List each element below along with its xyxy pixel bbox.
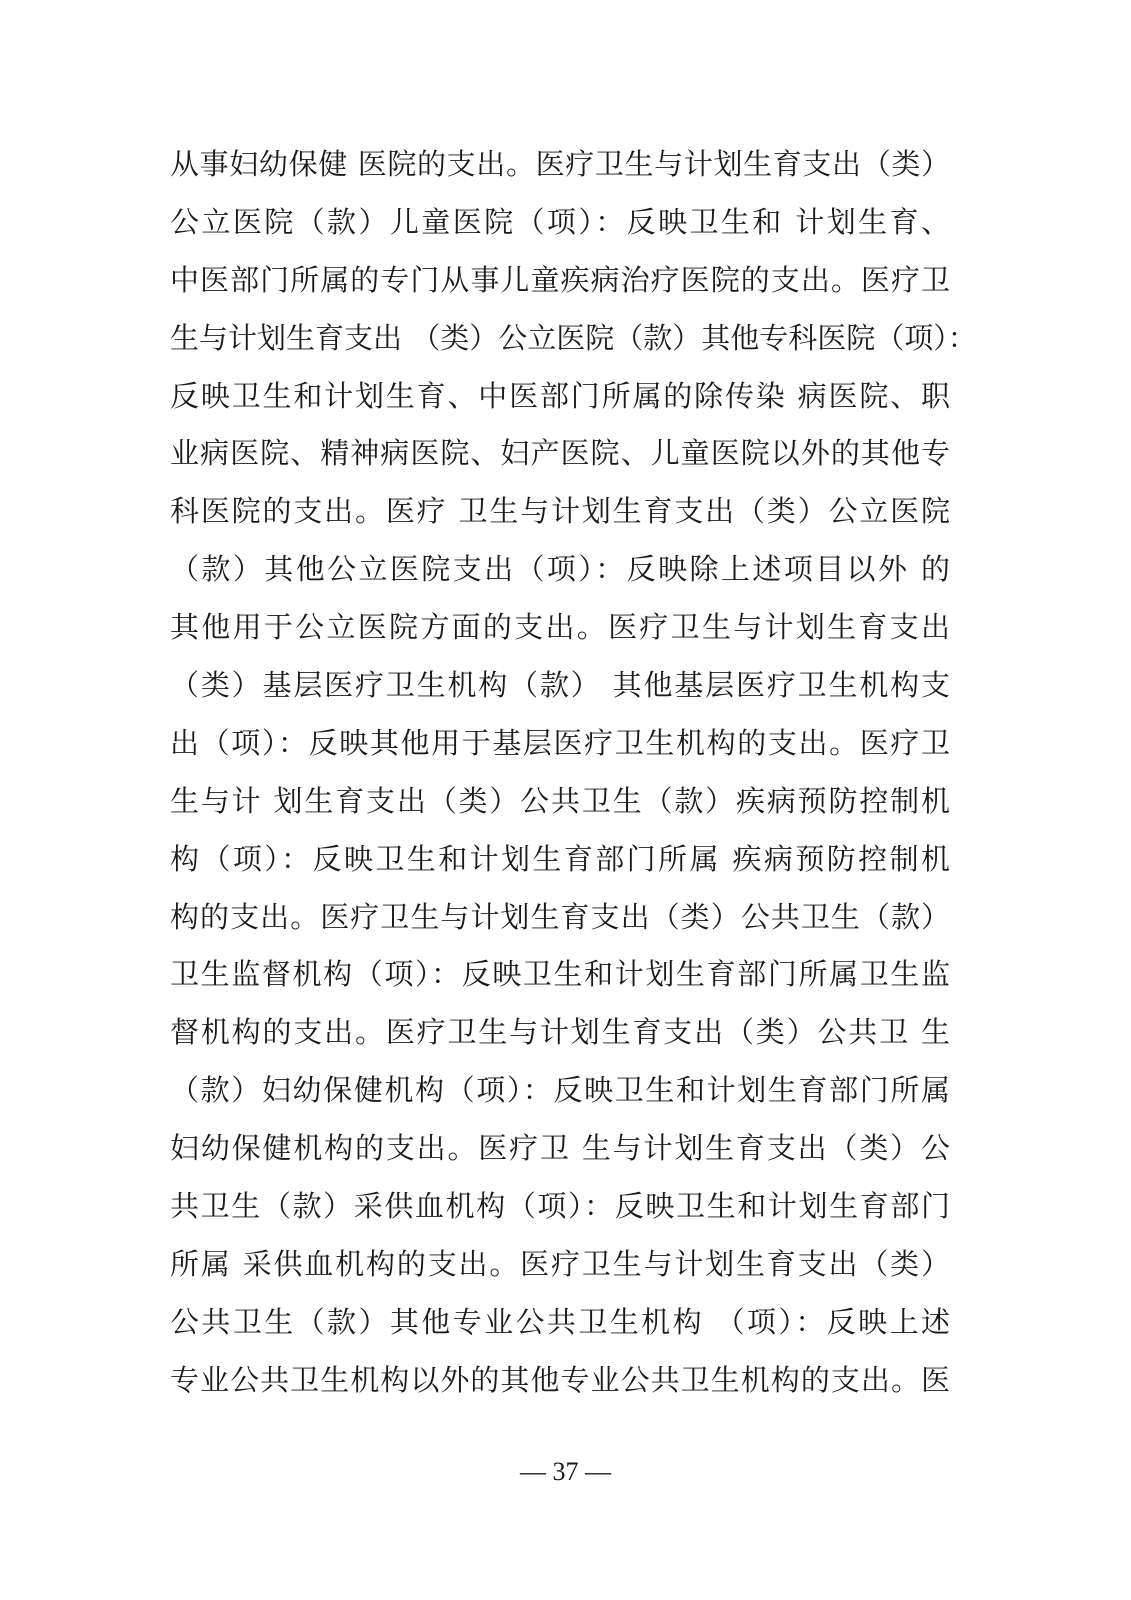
text-line: 所属 采供血机构的支出。医疗卫生与计划生育支出（类） xyxy=(170,1246,950,1281)
text-line: 从事妇幼保健 医院的支出。医疗卫生与计划生育支出（类） xyxy=(170,147,950,181)
text-line: 妇幼保健机构的支出。医疗卫 生与计划生育支出（类）公 xyxy=(170,1131,950,1166)
text-line: 中医部门所属的专门从事儿童疾病治疗医院的支出。医疗卫 xyxy=(170,262,950,297)
text-line: 构（项）：反映卫生和计划生育部门所属 疾病预防控制机 xyxy=(170,841,950,876)
text-line: 共卫生（款）采供血机构（项）：反映卫生和计划生育部门 xyxy=(170,1189,950,1224)
text-line: （款）妇幼保健机构（项）：反映卫生和计划生育部门所属 xyxy=(170,1073,950,1108)
text-line: 专业公共卫生机构以外的其他专业公共卫生机构的支出。医 xyxy=(170,1362,950,1397)
text-line: 生与计 划生育支出（类）公共卫生（款）疾病预防控制机 xyxy=(170,783,950,818)
text-line: 科医院的支出。医疗 卫生与计划生育支出（类）公立医院 xyxy=(170,494,950,529)
text-line: 出（项）：反映其他用于基层医疗卫生机构的支出。医疗卫 xyxy=(170,725,950,760)
text-line: 督机构的支出。医疗卫生与计划生育支出（类）公共卫 生 xyxy=(170,1015,950,1050)
text-line: 其他用于公立医院方面的支出。医疗卫生与计划生育支出 xyxy=(170,610,950,645)
page-number: — 37 — xyxy=(520,1457,611,1486)
text-line: 构的支出。医疗卫生与计划生育支出（类）公共卫生（款） xyxy=(170,899,950,934)
text-line: （款）其他公立医院支出（项）：反映除上述项目以外 的 xyxy=(170,552,950,587)
text-line: 公立医院（款）儿童医院（项）：反映卫生和 计划生育、 xyxy=(170,204,950,239)
text-line: 生与计划生育支出 （类）公立医院（款）其他专科医院（项）： xyxy=(170,320,977,355)
text-line: 公共卫生（款）其他专业公共卫生机构 （项）：反映上述 xyxy=(170,1304,950,1339)
text-line: 卫生监督机构（项）：反映卫生和计划生育部门所属卫生监 xyxy=(170,957,950,992)
body-text xyxy=(170,136,977,1410)
text-line: 业病医院、精神病医院、妇产医院、儿童医院以外的其他专 xyxy=(170,436,950,471)
text-line: （类）基层医疗卫生机构（款） 其他基层医疗卫生机构支 xyxy=(170,668,950,703)
text-line: 反映卫生和计划生育、中医部门所属的除传染 病医院、职 xyxy=(170,378,950,413)
